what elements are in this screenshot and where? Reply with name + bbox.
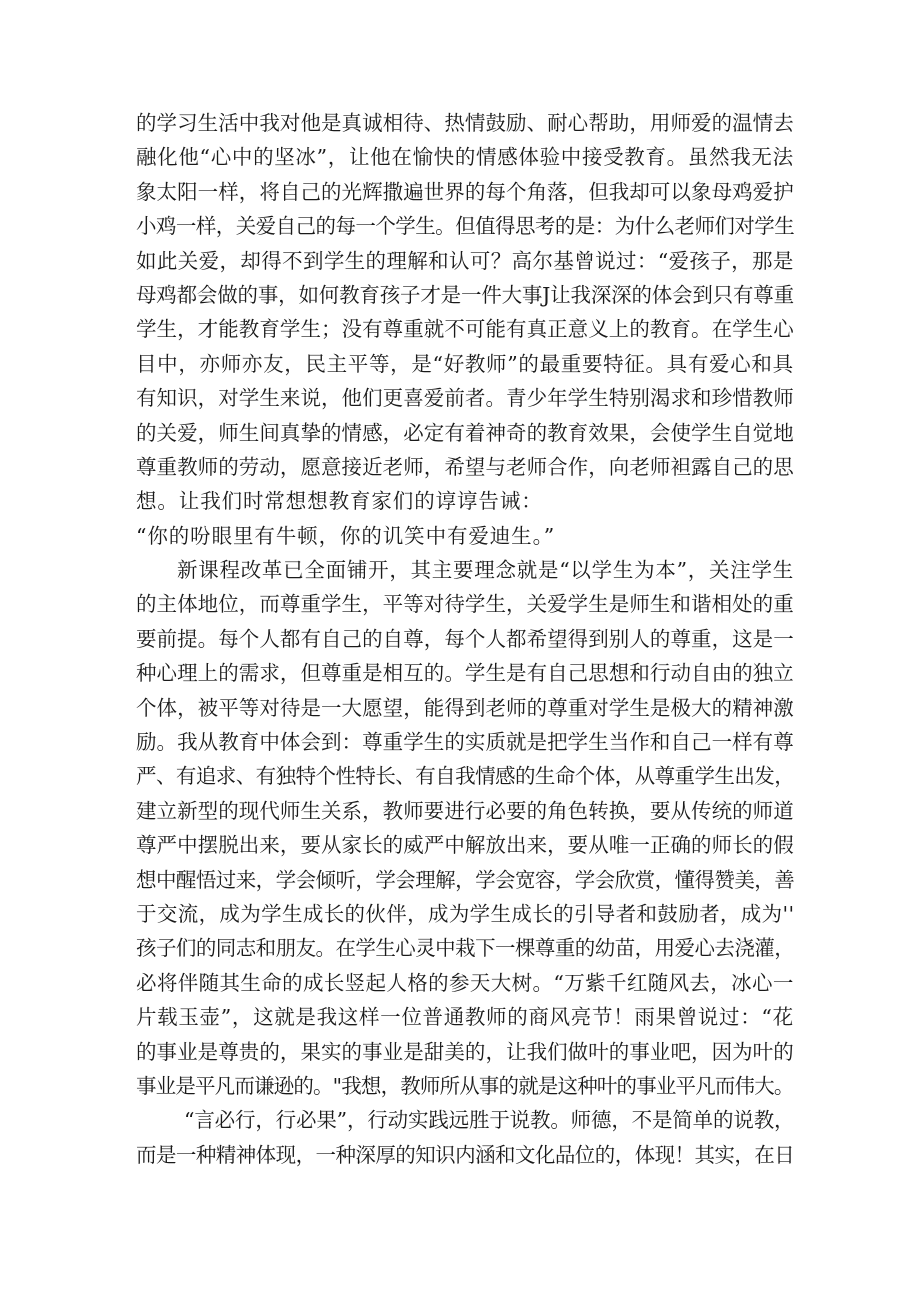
text-line: 事业是平凡而谦逊的。"我想，教师所从事的就是这种叶的事业平凡而伟大。 [136,1073,794,1098]
text-line: 的主体地位，而尊重学生，平等对待学生，关爱学生是师生和谐相处的重 [136,592,794,617]
text-line: 个体，被平等对待是一大愿望，能得到老师的尊重对学生是极大的精神激 [136,695,794,720]
text-line: 母鸡都会做的事，如何教育孩子才是一件大事J让我深深的体会到只有尊重 [136,282,794,307]
text-line: 有知识，对学生来说，他们更喜爱前者。青少年学生特别渴求和珍惜教师 [136,386,794,411]
paragraph-first-line: 新课程改革已全面铺开，其主要理念就是“以学生为本”，关注学生 [177,558,794,583]
text-line: 的学习生活中我对他是真诚相待、热情鼓励、耐心帮助，用师爱的温情去 [136,111,794,135]
text-line: 如此关爱，却得不到学生的理解和认可？高尔基曾说过：“爱孩子，那是 [136,248,794,273]
text-line: 种心理上的需求，但尊重是相互的。学生是有自己思想和行动自由的独立 [136,661,794,686]
text-line: 必将伴随其生命的成长竖起人格的参天大树。“万紫千红随风去，冰心一 [136,970,794,995]
text-line: 想。让我们时常想想教育家们的谆谆告诫： [136,489,543,514]
text-line: 孩子们的同志和朋友。在学生心灵中栽下一棵尊重的幼苗，用爱心去浇灌， [136,936,795,961]
text-line: 而是一种精神体现，一种深厚的知识内涵和文化品位的，体现！其实，在日 [136,1142,795,1167]
text-line: 励。我从教育中体会到：尊重学生的实质就是把学生当作和自己一样有尊 [136,730,794,755]
text-line: 的事业是尊贵的，果实的事业是甜美的，让我们做叶的事业吧，因为叶的 [136,1039,794,1064]
text-line: 目中，亦师亦友，民主平等，是“好教师”的最重要特征。具有爱心和具 [136,351,794,376]
text-line: 的关爱，师生间真挚的情感，必定有着神奇的教育效果，会使学生自觉地 [136,420,794,445]
text-line: 融化他“心中的坚冰”，让他在愉快的情感体验中接受教育。虽然我无法 [136,145,794,170]
text-line: 片载玉壶”，这就是我这样一位普通教师的商风亮节！雨果曾说过：“花 [136,1005,794,1030]
text-line: 要前提。每个人都有自己的自尊，每个人都希望得到别人的尊重，这是一 [136,626,794,651]
text-line: 于交流，成为学生成长的伙伴，成为学生成长的引导者和鼓励者，成为'' [136,901,795,926]
text-line: 象太阳一样，将自己的光辉撒遍世界的每个角落，但我却可以象母鸡爱护 [136,179,794,204]
text-line: 小鸡一样，关爱自己的每一个学生。但值得思考的是：为什么老师们对学生 [136,214,795,239]
text-line: 尊重教师的劳动，愿意接近老师，希望与老师合作，向老师袒露自己的思 [136,454,794,479]
text-line: 建立新型的现代师生关系，教师要进行必要的角色转换，要从传统的师道 [136,798,794,823]
text-line: 严、有追求、有独特个性特长、有自我情感的生命个体，从尊重学生出发， [136,764,795,789]
text-line: 学生，才能教育学生；没有尊重就不可能有真正意义上的教育。在学生心 [136,317,794,342]
quote-line: “你的吩眼里有牛顿，你的讥笑中有爱迪生。” [136,523,556,548]
text-line: 尊严中摆脱出来，要从家长的威严中解放出来，要从唯一正确的师长的假 [136,833,794,858]
text-line: 想中醒悟过来，学会倾听，学会理解，学会宽容，学会欣赏，懂得赞美，善 [136,867,795,892]
document-body [136,106,796,1172]
paragraph-first-line: “言必行，行必果”，行动实践远胜于说教。师德，不是简单的说教， [184,1108,795,1133]
